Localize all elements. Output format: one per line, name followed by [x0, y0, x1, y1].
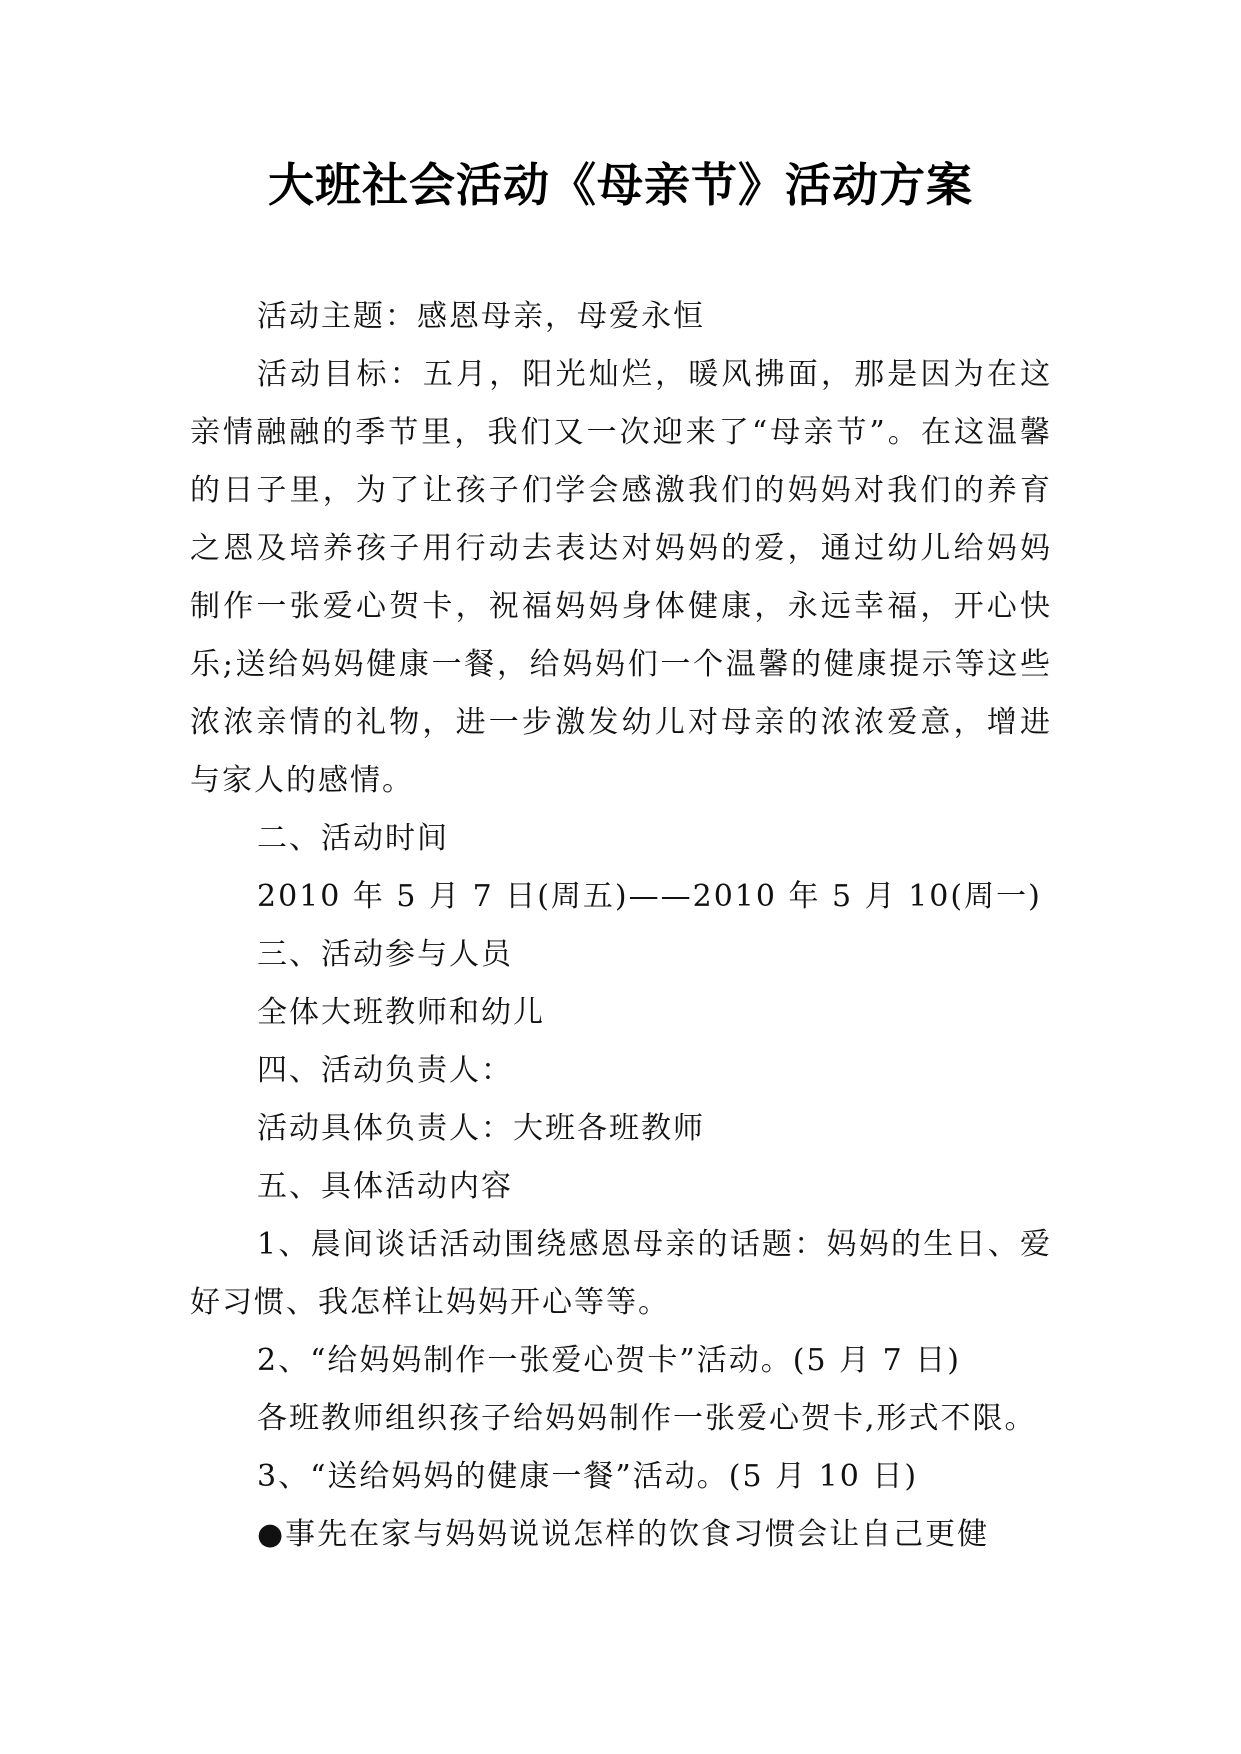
paragraph-item-3: 3、“送给妈妈的健康一餐”活动。(5 月 10 日)	[257, 1459, 919, 1494]
heading-responsible: 四、活动负责人：	[257, 1053, 513, 1088]
paragraph-participants: 全体大班教师和幼儿	[257, 995, 545, 1030]
paragraph-item-2: 2、“给妈妈制作一张爱心贺卡”活动。(5 月 7 日)	[257, 1343, 961, 1378]
paragraph-goals: 活动目标：五月，阳光灿烂，暖风拂面，那是因为在这亲情融融的季节里，我们又一次迎来了“母亲节”。在这温馨的日子里，为了让孩子们学会感激我们的妈妈对我们的养育之恩及培养孩子用行动去表达对妈妈的爱，通过幼儿给妈妈制作一张爱心贺卡，祝福妈妈身体健康，永远幸福，开心快乐;送给妈妈健康一餐，给妈妈们一个温馨的健康提示等这些浓浓亲情的礼物，进一步激发幼儿对母亲的浓浓爱意，增进与家人的感情。	[190, 357, 1052, 798]
paragraph-theme: 活动主题：感恩母亲，母爱永恒	[257, 299, 705, 334]
paragraph-responsible: 活动具体负责人：大班各班教师	[257, 1111, 705, 1146]
paragraph-date-range: 2010 年 5 月 7 日(周五)——2010 年 5 月 10(周一)	[257, 879, 1042, 914]
document-body	[190, 288, 1052, 1564]
heading-activity-time: 二、活动时间	[257, 821, 449, 856]
heading-content: 五、具体活动内容	[257, 1169, 513, 1204]
document-title: 大班社会活动《母亲节》活动方案	[268, 158, 973, 212]
paragraph-bullet: ●事先在家与妈妈说说怎样的饮食习惯会让自己更健	[257, 1517, 990, 1552]
heading-participants: 三、活动参与人员	[257, 937, 513, 972]
paragraph-item-1: 1、晨间谈话活动围绕感恩母亲的话题：妈妈的生日、爱好习惯、我怎样让妈妈开心等等。	[190, 1227, 1052, 1320]
paragraph-item-2-detail: 各班教师组织孩子给妈妈制作一张爱心贺卡,形式不限。	[257, 1401, 1037, 1436]
